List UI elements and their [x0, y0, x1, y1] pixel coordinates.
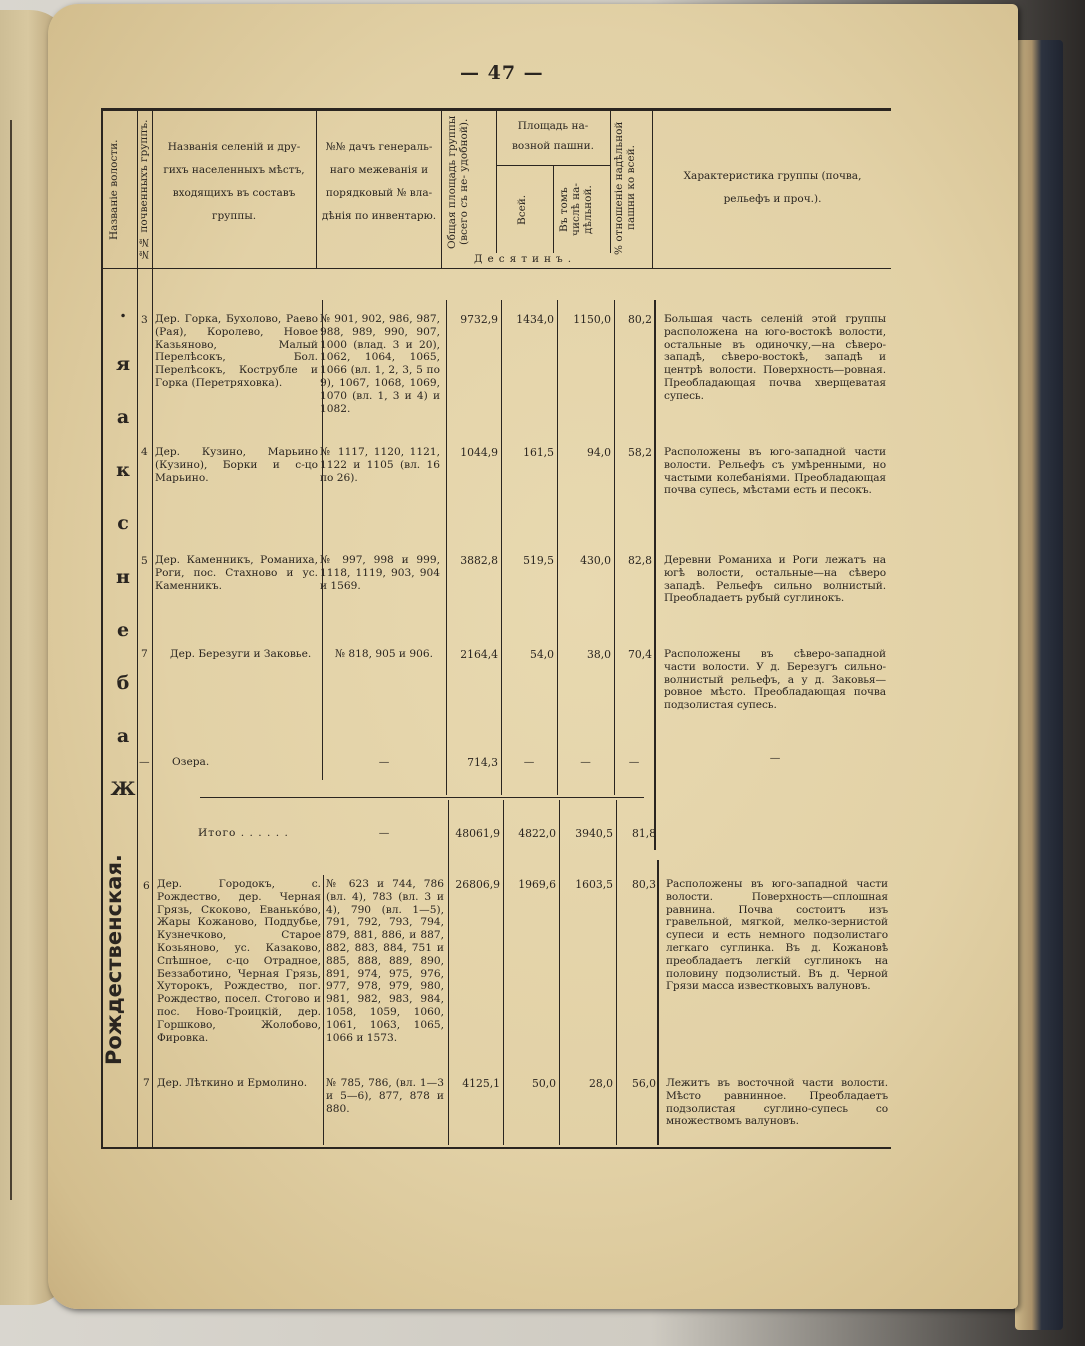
- header-unit: Десятинъ.: [473, 253, 577, 265]
- col-rule: [323, 875, 324, 1145]
- col-rule: [446, 300, 447, 795]
- characteristic-cell: Расположены въ юго-западной части волости. Поверхность—сплошная равнина. Почва состоитъ изъ гравельной, мягкой, мелко-зернистой супеси и есть немного подзолистаго легкаго суглинка. Въ д. Кожановѣ преобладаетъ легкій суглинокъ на половину подзолистый. Въ д. Черной Грязи масса известковыхъ валуновъ.: [666, 878, 888, 993]
- arable-allot-cell: 28,0: [588, 1077, 613, 1090]
- volost-letter: Ж: [110, 777, 136, 800]
- arable-allot-cell: 38,0: [586, 648, 611, 661]
- col-rule: [559, 800, 560, 1145]
- dachi-cell: № 623 и 744, 786 (вл. 4), 783 (вл. 3 и 4), 790 (вл. 1—5), 791, 792, 793, 794, 879, 881, 886, и 887, 882, 883, 884, 751 и 885, 888, 889, 890, 891, 974, 975, 976, 977, 978, 979, 980, 981, 982, 983, 984, 1058, 1059, 1060, 1061, 1063, 1065, 1066 и 1573.: [326, 878, 444, 1044]
- settlements-cell: Дер. Каменникъ, Романиха, Роги, пос. Стахново и ус. Каменникъ.: [155, 554, 318, 592]
- header-volost: Названіе волости.: [108, 139, 120, 241]
- col-rule: [657, 860, 659, 1145]
- arable-all-cell: 1969,6: [518, 878, 556, 891]
- characteristic-cell: Деревни Романиха и Роги лежатъ на югѣ волости, остальные—на сѣверо западѣ. Рельефъ сильно волнистый. Преобладаетъ рубый суглинокъ.: [664, 554, 886, 605]
- total-area-cell: 26806,9: [455, 878, 500, 891]
- volost-label-rozhdestvenskaya: Рождественская.: [102, 854, 126, 1065]
- group-number: 3: [141, 314, 148, 326]
- header-characteristic: Характеристика группы (почва, рельефъ и проч.).: [683, 170, 862, 205]
- total-area-cell: 2164,4: [460, 648, 498, 661]
- header-settlements: Названія селеній и дру- гихъ населенныхъ мѣстъ, входящихъ въ составъ группы.: [163, 141, 305, 222]
- percent-cell: 80,2: [627, 313, 652, 326]
- col-rule: [496, 108, 497, 253]
- dachi-cell: № 1117, 1120, 1121, 1122 и 1105 (вл. 16 по 26).: [320, 446, 440, 484]
- col-rule: [503, 800, 504, 1145]
- header-total-area: Общая площадь группы (всего съ не- удобной).: [446, 115, 470, 249]
- group-number: 7: [143, 1077, 150, 1089]
- col-rule: [316, 108, 317, 268]
- total-area-cell: 3882,8: [460, 554, 498, 567]
- percent-cell: —: [628, 756, 640, 768]
- arable-all-cell: 161,5: [523, 446, 554, 459]
- total-percent: 81,8: [631, 827, 656, 840]
- dachi-cell: № 901, 902, 986, 987, 988, 989, 990, 907, 1000 (влад. 3 и 20), 1062, 1064, 1065, 1066 (вл. 1, 2, 3, 5 по 9), 1067, 1068, 1069, 1070 (вл. 1, 3 и 4) и 1082.: [320, 313, 440, 415]
- book-cover: [1015, 40, 1063, 1330]
- group-number: 4: [141, 446, 148, 458]
- volost-letter: н: [116, 565, 130, 588]
- group-number: 5: [141, 555, 148, 567]
- header-group-no: №№ почвенныхъ группъ.: [138, 119, 150, 260]
- arable-allot-cell: 94,0: [586, 446, 611, 459]
- total-label: Итого . . . . . .: [198, 827, 289, 839]
- volost-letter: а: [116, 724, 130, 747]
- col-rule: [614, 300, 615, 795]
- total-arable-allot: 3940,5: [575, 827, 613, 840]
- volost-letter: б: [116, 671, 130, 694]
- characteristic-cell: Расположены въ юго-западной части волости. Рельефъ съ умѣренными, но частыми колебаніями. Преобладающая почва супесь, мѣстами есть и песокъ.: [664, 446, 886, 497]
- col-rule: [610, 108, 611, 253]
- arable-all-cell: 519,5: [523, 554, 554, 567]
- total-rule: [200, 797, 644, 798]
- table-bottom-rule: [101, 1147, 891, 1149]
- volost-letter: к: [116, 459, 130, 482]
- volost-letter: .: [119, 300, 127, 322]
- page-number: — 47 —: [460, 62, 544, 84]
- col-rule: [441, 108, 442, 268]
- col-rule: [654, 300, 656, 850]
- arable-all-cell: —: [523, 756, 535, 768]
- total-area-cell: 9732,9: [460, 313, 498, 326]
- volost-label-zhabenskaya: [112, 300, 134, 800]
- volost-letter: я: [115, 353, 131, 376]
- header-arable-allot: Въ томъ числѣ на- дѣльной.: [558, 183, 594, 237]
- header-percent: % отношеніе надѣльной пашни ко всей.: [613, 121, 637, 255]
- characteristic-cell: —: [769, 752, 781, 764]
- settlements-cell: Озера.: [172, 756, 210, 768]
- dachi-cell: № 818, 905 и 906.: [335, 648, 433, 660]
- header-arable-area: Площадь на- возной пашни.: [512, 120, 594, 152]
- settlements-cell: Дер. Городокъ, с. Рождество, дер. Черная Грязь, Скоково, Еванько́во, Жары Кожаново, Поддубье, Кузнечково, Старое Козьяново, ус. Казаково, Спѣшное, с-цо Отрадное, Беззаботино, Черная Грязь, Хуторокъ, Рождество, пог. Рождество, посел. Стогово и пос. Ново-Троицкій, дер. Горшково, Жолобово, Фировка.: [157, 878, 321, 1044]
- group-number: 6: [143, 880, 150, 892]
- total-dachi: —: [378, 827, 390, 839]
- col-rule: [448, 800, 449, 1145]
- arable-all-cell: 50,0: [531, 1077, 556, 1090]
- total-total-area: 48061,9: [455, 827, 500, 840]
- percent-cell: 82,8: [627, 554, 652, 567]
- dachi-cell: № 785, 786, (вл. 1—3 и 5—6), 877, 878 и 880.: [326, 1077, 444, 1115]
- arable-allot-cell: 1603,5: [575, 878, 613, 891]
- percent-cell: 58,2: [627, 446, 652, 459]
- settlements-cell: Дер. Березуги и Заковье.: [170, 648, 312, 660]
- col-rule: [557, 300, 558, 795]
- volost-letter: е: [116, 618, 130, 641]
- dachi-cell: —: [378, 756, 390, 768]
- characteristic-cell: Расположены въ сѣверо-западной части волости. У д. Березугъ сильно-волнистый рельефъ, а у д. Заковья—ровное мѣсто. Преобладающая почва подзолистая супесь.: [664, 648, 886, 712]
- dachi-cell: № 997, 998 и 999, 1118, 1119, 903, 904 и 1569.: [320, 554, 440, 592]
- settlements-cell: Дер. Кузино, Марьино (Кузино), Борки и с-цо Марьино.: [155, 446, 318, 484]
- arable-allot-cell: 1150,0: [573, 313, 611, 326]
- group-number: 7: [141, 648, 148, 660]
- volost-letter: с: [117, 512, 129, 535]
- col-rule: [501, 300, 502, 795]
- arable-allot-cell: 430,0: [580, 554, 611, 567]
- subheader-rule: [496, 165, 610, 166]
- header-dachi: №№ дачъ генераль- наго межеванія и порядковый № вла- дѣнія по инвентарю.: [321, 141, 437, 222]
- col-rule: [152, 108, 153, 1148]
- characteristic-cell: Лежитъ въ восточной части волости. Мѣсто равнинное. Преобладаетъ подзолистая суглино-супесь со множествомъ валуновъ.: [666, 1077, 888, 1128]
- arable-all-cell: 1434,0: [516, 313, 554, 326]
- header-arable-all: Всей.: [516, 194, 528, 226]
- total-area-cell: 4125,1: [462, 1077, 500, 1090]
- arable-allot-cell: —: [580, 756, 591, 768]
- settlements-cell: Дер. Лѣткино и Ермолино.: [157, 1077, 308, 1089]
- col-rule: [652, 108, 653, 268]
- arable-all-cell: 54,0: [529, 648, 554, 661]
- total-area-cell: 714,3: [467, 756, 498, 769]
- col-rule: [553, 165, 554, 253]
- total-area-cell: 1044,9: [460, 446, 498, 459]
- percent-cell: 70,4: [627, 648, 652, 661]
- volost-letter: а: [116, 406, 130, 429]
- group-number: —: [139, 756, 150, 768]
- col-rule: [616, 800, 617, 1145]
- characteristic-cell: Большая часть селеній этой группы расположена на юго-востокѣ волости, остальные въ одиночку,—на сѣверо-западѣ, сѣверо-востокѣ, западѣ и центрѣ волости. Поверхность—ровная. Преобладающая почва хверщеватая супесь.: [664, 313, 886, 402]
- total-arable-all: 4822,0: [518, 827, 556, 840]
- header-rule: [101, 268, 891, 269]
- percent-cell: 56,0: [631, 1077, 656, 1090]
- percent-cell: 80,3: [631, 878, 656, 891]
- settlements-cell: Дер. Горка, Бухолово, Раево (Рая), Королево, Новое Казьяново, Малый Перелѣсокъ, Бол. Перелѣсокъ, Кострубле и Горка (Перетряховка).: [155, 313, 318, 389]
